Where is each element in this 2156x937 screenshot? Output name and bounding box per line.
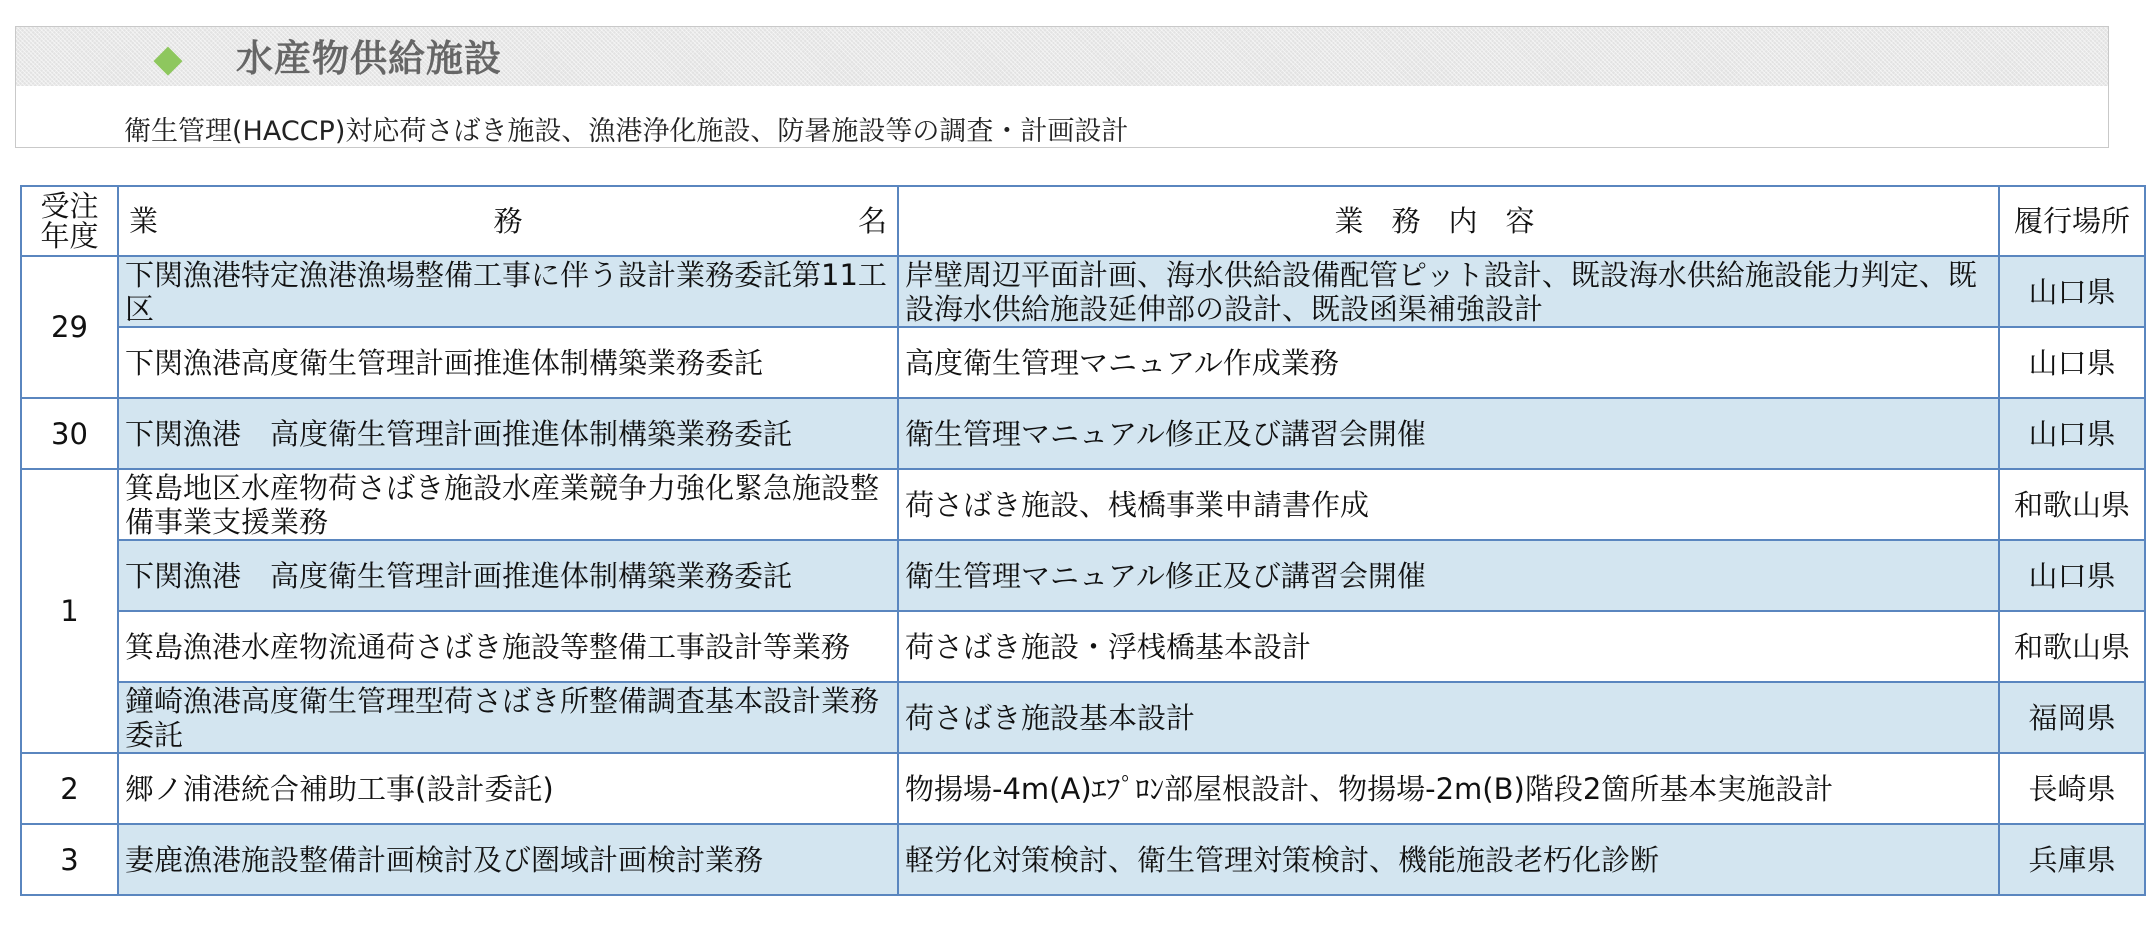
year-cell: 2 <box>21 753 118 824</box>
content-cell: 岸壁周辺平面計画、海水供給設備配管ピット設計、既設海水供給施設能力判定、既設海水供給施設延伸部の設計、既設函渠補強設計 <box>898 256 1999 327</box>
section-title: 水産物供給施設 <box>236 37 502 80</box>
place-cell: 和歌山県 <box>1999 469 2145 540</box>
place-cell: 山口県 <box>1999 398 2145 469</box>
table-row <box>21 611 2145 682</box>
table-row <box>21 327 2145 398</box>
place-cell: 山口県 <box>1999 256 2145 327</box>
place-cell: 兵庫県 <box>1999 824 2145 895</box>
project-name-cell: 箕島漁港水産物流通荷さばき施設等整備工事設計等業務 <box>118 611 898 682</box>
table-row <box>21 540 2145 611</box>
content-cell: 衛生管理マニュアル修正及び講習会開催 <box>898 540 1999 611</box>
year-cell: 29 <box>21 256 118 398</box>
table-row <box>21 682 2145 753</box>
place-cell: 長崎県 <box>1999 753 2145 824</box>
section-header <box>15 26 2109 148</box>
table-row <box>21 469 2145 540</box>
table-row <box>21 753 2145 824</box>
project-name-cell: 箕島地区水産物荷さばき施設水産業競争力強化緊急施設整備事業支援業務 <box>118 469 898 540</box>
content-cell: 荷さばき施設・浮桟橋基本設計 <box>898 611 1999 682</box>
content-cell: 軽労化対策検討、衛生管理対策検討、機能施設老朽化診断 <box>898 824 1999 895</box>
place-cell: 福岡県 <box>1999 682 2145 753</box>
place-cell: 和歌山県 <box>1999 611 2145 682</box>
content-cell: 荷さばき施設、桟橋事業申請書作成 <box>898 469 1999 540</box>
diamond-icon: ◆ <box>153 36 183 80</box>
header-place: 履行場所 <box>1999 186 2145 256</box>
table-header-row <box>21 186 2145 256</box>
place-cell: 山口県 <box>1999 327 2145 398</box>
table-row <box>21 824 2145 895</box>
project-name-cell: 鐘崎漁港高度衛生管理型荷さばき所整備調査基本設計業務委託 <box>118 682 898 753</box>
table-row <box>21 398 2145 469</box>
project-name-cell: 妻鹿漁港施設整備計画検討及び圏域計画検討業務 <box>118 824 898 895</box>
content-cell: 高度衛生管理マニュアル作成業務 <box>898 327 1999 398</box>
project-name-cell: 下関漁港 高度衛生管理計画推進体制構築業務委託 <box>118 398 898 469</box>
header-order-year: 受注 年度 <box>21 186 118 256</box>
project-name-cell: 下関漁港高度衛生管理計画推進体制構築業務委託 <box>118 327 898 398</box>
content-cell: 荷さばき施設基本設計 <box>898 682 1999 753</box>
project-name-cell: 下関漁港 高度衛生管理計画推進体制構築業務委託 <box>118 540 898 611</box>
year-cell: 1 <box>21 469 118 753</box>
year-cell: 3 <box>21 824 118 895</box>
section-subtitle: 衛生管理(HACCP)対応荷さばき施設、漁港浄化施設、防暑施設等の調査・計画設計 <box>124 116 1129 147</box>
content-cell: 衛生管理マニュアル修正及び講習会開催 <box>898 398 1999 469</box>
year-cell: 30 <box>21 398 118 469</box>
place-cell: 山口県 <box>1999 540 2145 611</box>
content-cell: 物揚場-4m(A)ｴﾌﾟﾛﾝ部屋根設計、物揚場-2m(B)階段2箇所基本実施設計 <box>898 753 1999 824</box>
header-project-name: 業 務 名 <box>118 186 898 256</box>
project-name-cell: 下関漁港特定漁港漁場整備工事に伴う設計業務委託第11工区 <box>118 256 898 327</box>
header-content: 業務内容 <box>898 186 1999 256</box>
projects-table <box>20 185 2146 896</box>
project-name-cell: 郷ノ浦港統合補助工事(設計委託) <box>118 753 898 824</box>
table-row <box>21 256 2145 327</box>
